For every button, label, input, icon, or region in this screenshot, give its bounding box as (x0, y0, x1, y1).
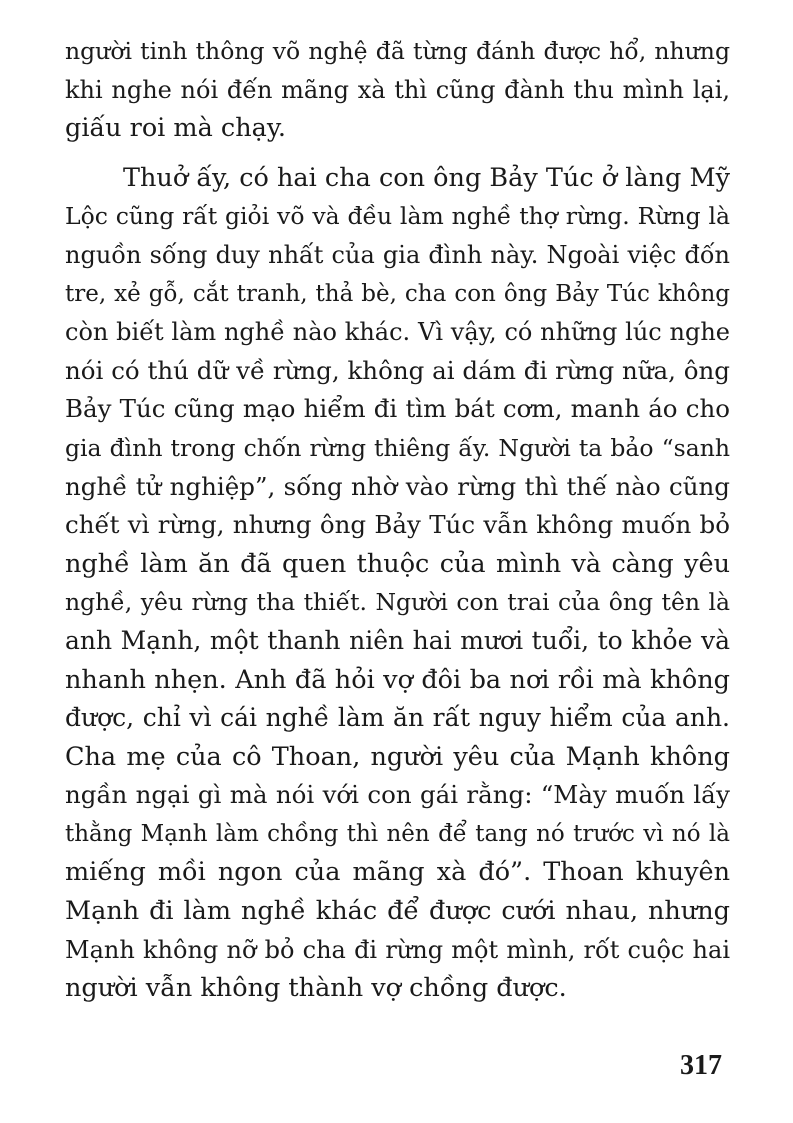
text-line: gia đình trong chốn rừng thiêng ấy. Người ta bảo “sanh (65, 433, 730, 462)
page-number: 317 (680, 1050, 722, 1081)
text-line: còn biết làm nghề nào khác. Vì vậy, có những lúc nghe (65, 318, 730, 347)
paragraph-2 (65, 159, 730, 1008)
text-line: thằng Mạnh làm chồng thì nên để tang nó trước vì nó là (65, 820, 730, 847)
text-line: Mạnh đi làm nghề khác để được cưới nhau, nhưng (65, 896, 730, 927)
text-line: Mạnh không nỡ bỏ cha đi rừng một mình, rốt cuộc hai (65, 935, 730, 964)
text-line: nghề làm ăn đã quen thuộc của mình và càng yêu (65, 548, 730, 579)
text-line: Lộc cũng rất giỏi võ và đều làm nghề thợ rừng. Rừng là (65, 202, 730, 231)
text-line: người vẫn không thành vợ chồng được. (65, 973, 567, 1004)
text-line: được, chỉ vì cái nghề làm ăn rất nguy hiểm của anh. (65, 703, 730, 733)
page-body (65, 32, 730, 1008)
text-line: khi nghe nói đến mãng xà thì cũng đành thu mình lại, (65, 75, 730, 104)
text-line: giấu roi mà chạy. (65, 113, 286, 144)
paragraph-1 (65, 32, 730, 148)
text-line: nghề tử nghiệp”, sống nhờ vào rừng thì thế nào cũng (65, 471, 730, 501)
text-line: ngần ngại gì mà nói với con gái rằng: “Mày muốn lấy (65, 780, 730, 810)
text-line: nhanh nhẹn. Anh đã hỏi vợ đôi ba nơi rồi mà không (65, 664, 730, 695)
text-line: anh Mạnh, một thanh niên hai mươi tuổi, to khỏe và (65, 625, 730, 655)
text-line: tre, xẻ gỗ, cắt tranh, thả bè, cha con ông Bảy Túc không (65, 280, 730, 307)
text-line: người tinh thông võ nghệ đã từng đánh được hổ, nhưng (65, 37, 730, 65)
text-line: nghề, yêu rừng tha thiết. Người con trai của ông tên là (65, 588, 730, 617)
text-line: Bảy Túc cũng mạo hiểm đi tìm bát cơm, manh áo cho (65, 394, 730, 424)
paragraph-gap (65, 148, 730, 159)
text-line: chết vì rừng, nhưng ông Bảy Túc vẫn không muốn bỏ (65, 510, 730, 540)
text-line: nguồn sống duy nhất của gia đình này. Ngoài việc đốn (65, 240, 730, 269)
text-line: nói có thú dữ về rừng, không ai dám đi rừng nữa, ông (65, 355, 730, 385)
text-line: Cha mẹ của cô Thoan, người yêu của Mạnh không (65, 741, 730, 772)
text-line: Thuở ấy, có hai cha con ông Bảy Túc ở làng Mỹ (123, 162, 730, 193)
text-line: miếng mồi ngon của mãng xà đó”. Thoan khuyên (65, 857, 730, 888)
